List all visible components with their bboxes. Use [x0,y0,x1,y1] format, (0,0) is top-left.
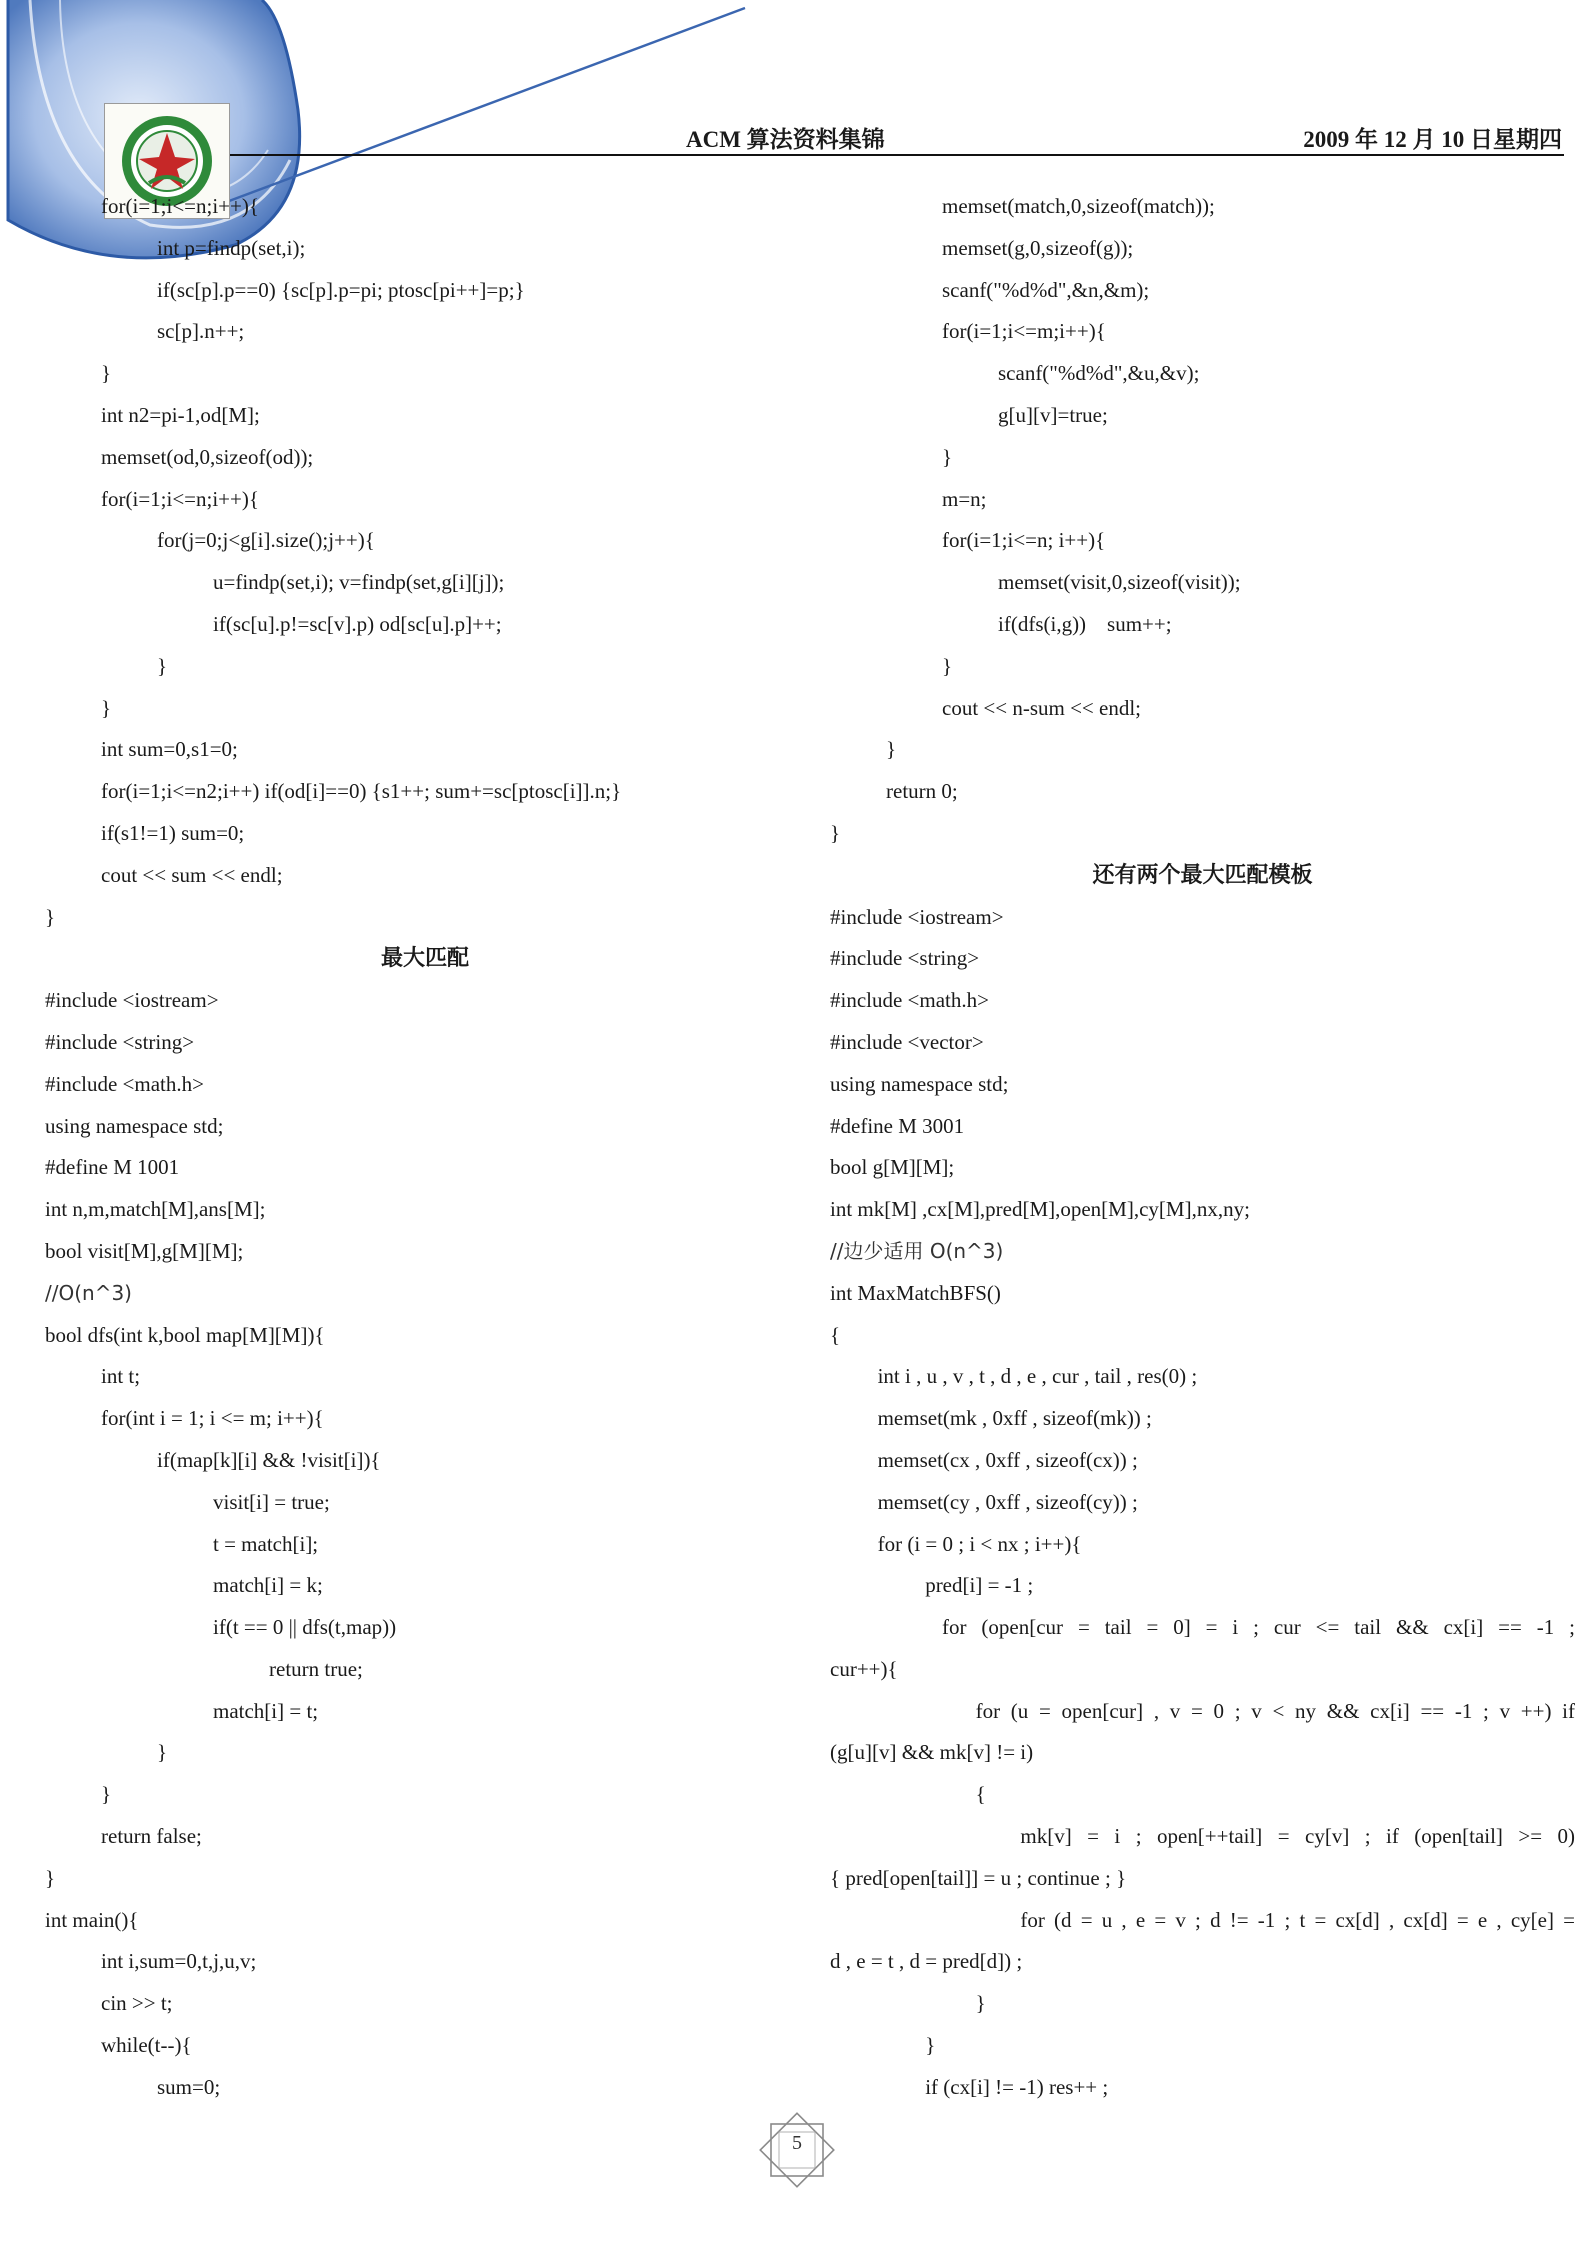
code-line: } [830,820,841,845]
header-rule [230,154,1564,156]
code-line: cur++){ [830,1656,898,1681]
code-line: sc[p].n++; [157,319,245,344]
code-line: } [157,653,168,678]
code-line: int mk[M] ,cx[M],pred[M],open[M],cy[M],nx,ny; [830,1197,1250,1222]
code-line: (g[u][v] && mk[v] != i) [830,1740,1034,1765]
code-line: match[i] = t; [213,1698,319,1723]
code-line: while(t--){ [101,2033,192,2058]
code-line: #include <math.h> [45,1071,204,1096]
code-comment: //边少适用 O(n^3) [830,1238,1004,1263]
code-line: { [975,1782,986,1807]
code-line: for(j=0;j<g[i].size();j++){ [157,528,375,553]
code-line: m=n; [942,486,987,511]
code-line: if(map[k][i] && !visit[i]){ [157,1447,381,1472]
code-line: visit[i] = true; [213,1489,330,1514]
code-line: memset(visit,0,sizeof(visit)); [998,570,1241,595]
code-line: memset(od,0,sizeof(od)); [101,444,314,469]
code-line: t = match[i]; [213,1531,319,1556]
right-column [830,191,1575,2114]
code-line: match[i] = k; [213,1573,323,1598]
code-line: using namespace std; [830,1071,1009,1096]
code-line: int MaxMatchBFS() [830,1280,1001,1305]
code-line: cin >> t; [101,1991,173,2016]
code-line: for(i=1;i<=n;i++){ [101,194,259,218]
code-line: if(s1!=1) sum=0; [101,820,245,845]
code-line: #include <math.h> [830,988,989,1013]
code-line: bool visit[M],g[M][M]; [45,1238,244,1263]
code-line: for(i=1;i<=m;i++){ [942,319,1106,344]
code-line: int main(){ [45,1907,139,1932]
code-line: } [886,737,897,762]
code-line: memset(cx , 0xff , sizeof(cx)) ; [877,1447,1138,1472]
code-line: } [942,653,953,678]
code-line: for (i = 0 ; i < nx ; i++){ [877,1531,1082,1556]
left-column [45,191,805,2114]
code-line: } [101,1782,112,1807]
code-line: for(i=1;i<=n; i++){ [942,528,1106,553]
code-line: if(sc[u].p!=sc[v].p) od[sc[u].p]++; [213,611,502,636]
code-line: } [942,444,953,469]
code-line: if(sc[p].p==0) {sc[p].p=pi; ptosc[pi++]=p;} [157,277,525,302]
code-line: int p=findp(set,i); [157,235,306,260]
page-number: 5 [792,2132,802,2154]
code-line: int n,m,match[M],ans[M]; [45,1197,266,1222]
code-line: for(int i = 1; i <= m; i++){ [101,1406,324,1431]
code-line: u=findp(set,i); v=findp(set,g[i][j]); [213,570,505,595]
code-line: scanf("%d%d",&u,&v); [998,361,1200,386]
code-line: cout << n-sum << endl; [942,695,1142,720]
code-line: sum=0; [157,2074,221,2099]
code-line: int t; [101,1364,141,1389]
code-line: { pred[open[tail]] = u ; continue ; } [830,1865,1127,1890]
code-line: if(t == 0 || dfs(t,map)) [213,1615,397,1640]
code-line: int i,sum=0,t,j,u,v; [101,1949,257,1974]
code-line: memset(g,0,sizeof(g)); [942,235,1134,260]
code-line: g[u][v]=true; [998,402,1108,427]
code-line: bool dfs(int k,bool map[M][M]){ [45,1322,325,1347]
code-line: cout << sum << endl; [101,862,283,887]
code-line: for (open[cur = tail = 0] = i ; cur <= tail && cx[i] == -1 ; [942,1615,1575,1640]
header-date: 2009 年 12 月 10 日星期四 [1303,127,1562,152]
code-line: mk[v] = i ; open[++tail] = cy[v] ; if (open[tail] >= 0) [1020,1824,1575,1849]
code-line: } [101,361,112,386]
code-line: memset(cy , 0xff , sizeof(cy)) ; [877,1489,1138,1514]
code-line: int n2=pi-1,od[M]; [101,402,260,427]
code-line: } [101,695,112,720]
code-line: bool g[M][M]; [830,1155,955,1180]
code-line: #define M 3001 [830,1113,965,1138]
section-heading: 还有两个最大匹配模板 [1092,861,1313,887]
section-heading: 最大匹配 [380,945,469,971]
code-line: #include <iostream> [45,988,219,1013]
code-line: { [830,1322,841,1347]
code-line: scanf("%d%d",&n,&m); [942,277,1150,302]
code-line: if (cx[i] != -1) res++ ; [925,2074,1109,2099]
document-title: ACM 算法资料集锦 [686,127,885,152]
code-line: return true; [269,1656,363,1681]
code-line: memset(mk , 0xff , sizeof(mk)) ; [877,1406,1152,1431]
code-line: for(i=1;i<=n;i++){ [101,486,259,511]
code-line: } [45,1865,56,1890]
code-line: } [157,1740,168,1765]
code-line: } [925,2033,936,2058]
code-line: #include <iostream> [830,904,1004,929]
code-line: for (u = open[cur] , v = 0 ; v < ny && cx[i] == -1 ; v ++) if [975,1698,1575,1723]
code-line: return false; [101,1824,202,1849]
code-comment: //O(n^3) [45,1280,132,1305]
code-line: int i , u , v , t , d , e , cur , tail , res(0) ; [877,1364,1198,1389]
code-line: d , e = t , d = pred[d]) ; [830,1949,1023,1974]
page-number-ornament [757,2110,837,2190]
code-line: #include <string> [830,946,980,971]
code-line: #define M 1001 [45,1155,180,1180]
code-line: using namespace std; [45,1113,224,1138]
code-line: } [45,904,56,929]
code-line: pred[i] = -1 ; [925,1573,1034,1598]
code-line: #include <vector> [830,1029,984,1054]
code-line: return 0; [886,779,958,804]
code-line: memset(match,0,sizeof(match)); [942,194,1215,218]
code-line: #include <string> [45,1029,195,1054]
code-line: for(i=1;i<=n2;i++) if(od[i]==0) {s1++; sum+=sc[ptosc[i]].n;} [101,779,622,804]
code-line: int sum=0,s1=0; [101,737,238,762]
code-line: } [975,1991,986,2016]
code-line: for (d = u , e = v ; d != -1 ; t = cx[d] , cx[d] = e , cy[e] = [1020,1907,1575,1932]
code-line: if(dfs(i,g)) sum++; [998,611,1172,636]
